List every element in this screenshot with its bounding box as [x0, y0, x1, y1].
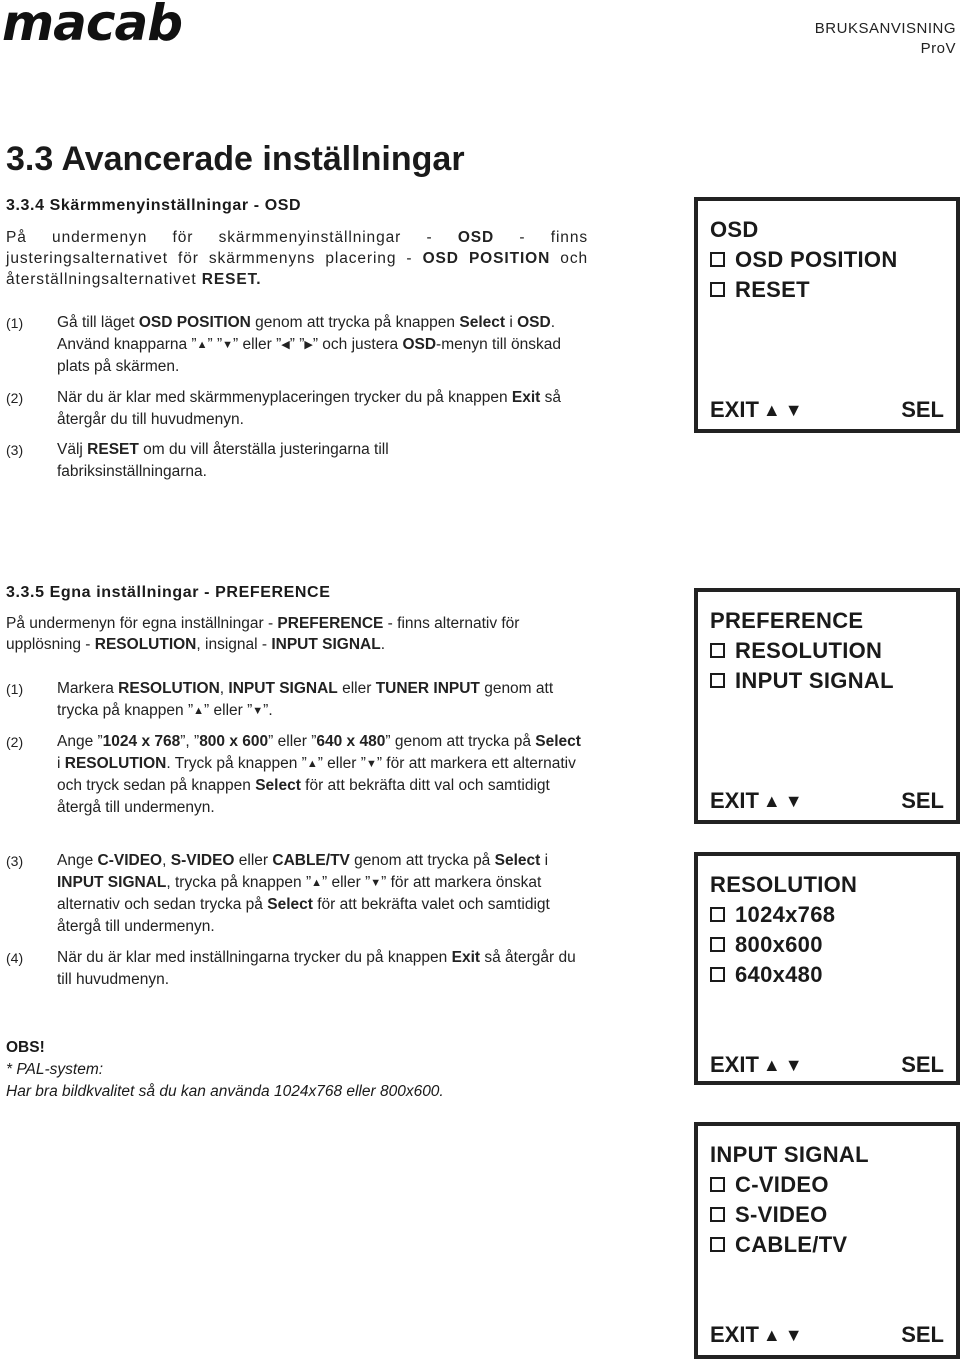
checkbox-icon: [710, 967, 725, 982]
down-arrow-icon: ▼: [222, 339, 234, 351]
right-arrow-icon: ▶: [304, 339, 313, 351]
osd-menu-option: S-VIDEO: [710, 1202, 828, 1228]
subsection-heading-osd: 3.3.4 Skärmmenyinställningar - OSD: [6, 197, 302, 214]
down-arrow-icon: ▼: [252, 705, 264, 717]
left-arrow-icon: ◀: [281, 339, 290, 351]
down-arrow-icon: ▼: [370, 877, 382, 889]
osd-menu-option: 1024x768: [710, 902, 835, 928]
osd-menu-title: OSD: [710, 217, 759, 242]
checkbox-icon: [710, 1177, 725, 1192]
down-arrow-icon: ▼: [784, 791, 803, 811]
resolution-menu-screen: RESOLUTION 1024x768 800x600 640x480 EXIT ▲ ▼ SEL: [694, 852, 960, 1085]
up-arrow-icon: ▲: [311, 877, 323, 889]
checkbox-icon: [710, 282, 725, 297]
up-arrow-icon: ▲: [762, 791, 781, 811]
note-line-1: * PAL-system:: [6, 1061, 104, 1078]
checkbox-icon: [710, 673, 725, 688]
checkbox-icon: [710, 907, 725, 922]
checkbox-icon: [710, 1207, 725, 1222]
preference-step-1: (1) Markera RESOLUTION, INPUT SIGNAL eller TUNER INPUT genom att trycka på knappen ”▲” eller ”▼”.: [6, 680, 554, 719]
checkbox-icon: [710, 643, 725, 658]
down-arrow-icon: ▼: [784, 400, 803, 420]
document-type: BRUKSANVISNING: [814, 20, 956, 37]
preference-step-4: (4) När du är klar med inställningarna trycker du på knappen Exit så återgår du till huvudmenyn.: [6, 949, 576, 988]
up-arrow-icon: ▲: [306, 758, 318, 770]
up-arrow-icon: ▲: [193, 705, 205, 717]
preference-intro-paragraph: På undermenyn för egna inställningar - PREFERENCE - finns alternativ för upplösning - RESOLUTION, insignal - INPUT SIGNAL.: [6, 615, 520, 653]
up-arrow-icon: ▲: [196, 339, 208, 351]
osd-step-3: (3) Välj RESET om du vill återställa justeringarna till fabriksinställningarna.: [6, 441, 389, 480]
osd-menu-option: CABLE/TV: [710, 1232, 847, 1258]
osd-menu-option: 800x600: [710, 932, 823, 958]
checkbox-icon: [710, 1237, 725, 1252]
brand-logo: macab: [2, 0, 183, 52]
checkbox-icon: [710, 252, 725, 267]
osd-menu-title: RESOLUTION: [710, 872, 858, 897]
osd-menu-title: INPUT SIGNAL: [710, 1142, 869, 1167]
preference-step-2: (2) Ange ”1024 x 768”, ”800 x 600” eller ”640 x 480” genom att trycka på Select i RESOLUTION. Tryck på knappen ”▲” eller ”▼” för att markera ett alternativ och tryck sedan på knappen Select för att bekräfta ditt val och samtidigt återgå till undermenyn.: [6, 733, 581, 816]
up-arrow-icon: ▲: [762, 1055, 781, 1075]
osd-intro-paragraph: På undermenyn för skärmmenyinställningar - OSD - finns justeringsalternativet för skärmmenyns placering - OSD POSITION och återställningsalternativet RESET.: [6, 229, 589, 288]
osd-menu-option: C-VIDEO: [710, 1172, 829, 1198]
osd-menu-option: 640x480: [710, 962, 823, 988]
osd-step-2: (2) När du är klar med skärmmenyplaceringen trycker du på knappen Exit så återgår du till huvudmenyn.: [6, 389, 562, 428]
osd-menu-option: INPUT SIGNAL: [710, 668, 894, 694]
note-line-2: Har bra bildkvalitet så du kan använda 1024x768 eller 800x600.: [6, 1083, 444, 1100]
osd-menu-option: RESET: [710, 277, 810, 303]
preference-menu-screen: PREFERENCE RESOLUTION INPUT SIGNAL EXIT ▲ ▼ SEL: [694, 588, 960, 824]
section-title: 3.3 Avancerade inställningar: [6, 140, 465, 178]
osd-menu-option: RESOLUTION: [710, 638, 882, 664]
up-arrow-icon: ▲: [762, 1325, 781, 1345]
osd-menu-option: OSD POSITION: [710, 247, 898, 273]
osd-step-1: (1) Gå till läget OSD POSITION genom att trycka på knappen Select i OSD. Använd knapparna ”▲” ”▼” eller ”◀” ”▶” och justera OSD-menyn till önskad plats på skärmen.: [6, 314, 561, 375]
product-name: ProV: [920, 40, 956, 57]
note-title: OBS!: [6, 1039, 45, 1056]
input-signal-menu-screen: INPUT SIGNAL C-VIDEO S-VIDEO CABLE/TV EXIT ▲ ▼ SEL: [694, 1122, 960, 1359]
down-arrow-icon: ▼: [365, 758, 377, 770]
preference-step-3: (3) Ange C-VIDEO, S-VIDEO eller CABLE/TV genom att trycka på Select i INPUT SIGNAL, trycka på knappen ”▲” eller ”▼” för att markera önskat alternativ och sedan trycka på Select för att bekräfta valet och samtidigt återgå till undermenyn.: [6, 852, 550, 935]
osd-menu-screen: OSD OSD POSITION RESET EXIT ▲ ▼ SEL: [694, 197, 960, 433]
down-arrow-icon: ▼: [784, 1055, 803, 1075]
down-arrow-icon: ▼: [784, 1325, 803, 1345]
osd-menu-title: PREFERENCE: [710, 608, 864, 633]
up-arrow-icon: ▲: [762, 400, 781, 420]
subsection-heading-preference: 3.3.5 Egna inställningar - PREFERENCE: [6, 584, 331, 601]
checkbox-icon: [710, 937, 725, 952]
